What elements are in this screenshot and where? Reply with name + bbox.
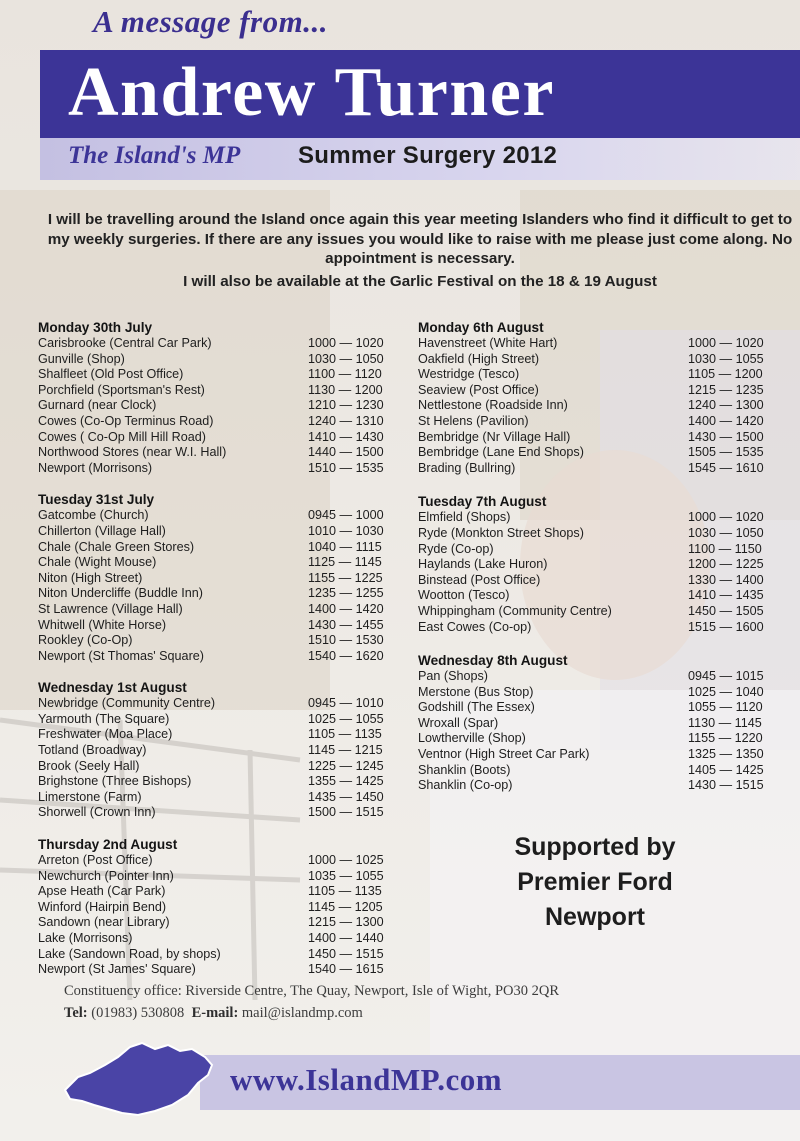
stop-location: Wootton (Tesco) (418, 588, 510, 603)
schedule-row (38, 790, 403, 806)
schedule-day (418, 493, 783, 635)
schedule-right-column (418, 319, 783, 794)
schedule-row (418, 336, 783, 352)
stop-time: 1000 — 1020 (688, 510, 764, 525)
stop-time: 1025 — 1055 (308, 711, 384, 726)
stop-time: 1510 — 1535 (308, 460, 384, 475)
schedule-row (38, 383, 403, 399)
stop-location: Newport (Morrisons) (38, 460, 153, 475)
day-heading: Tuesday 31st July (38, 492, 155, 508)
day-heading: Wednesday 8th August (418, 653, 568, 669)
stop-time: 1035 — 1055 (308, 868, 384, 883)
schedule-day (418, 319, 783, 476)
schedule-row (38, 962, 403, 978)
schedule-row (38, 931, 403, 947)
stop-time: 1040 — 1115 (308, 539, 382, 554)
stop-time: 1105 — 1135 (308, 884, 382, 899)
email-address[interactable]: mail@islandmp.com (241, 1005, 363, 1021)
day-heading: Monday 6th August (418, 320, 544, 335)
stop-location: Rookley (Co-Op) (38, 633, 133, 648)
stop-time: 1330 — 1400 (688, 572, 764, 587)
tagline: The Island's MP (68, 142, 241, 169)
schedule-row (418, 604, 783, 620)
stop-time: 1145 — 1215 (308, 743, 383, 758)
intro-paragraph: I will be travelling around the Island once again this year meeting Islanders who find it difficult to get to my weekly surgeries. If there are any issues you would like to raise with me please just come along. No appointment is necessary. (47, 211, 793, 267)
schedule-row (38, 869, 403, 885)
stop-time: 1400 — 1420 (688, 413, 764, 428)
schedule-row (38, 633, 403, 649)
schedule-row (418, 747, 783, 763)
stop-location: East Cowes (Co-op) (418, 619, 532, 634)
stop-location: Ryde (Co-op) (418, 541, 494, 556)
stop-time: 0945 — 1010 (308, 696, 384, 711)
stop-location: Winford (Hairpin Bend) (38, 899, 167, 914)
schedule-row (38, 414, 403, 430)
stop-time: 1000 — 1025 (308, 853, 384, 868)
stop-time: 1410 — 1435 (688, 588, 764, 603)
website-url[interactable]: www.IslandMP.com (230, 1062, 503, 1097)
schedule-row (38, 336, 403, 352)
stop-time: 1540 — 1620 (308, 648, 384, 663)
stop-time: 1000 — 1020 (688, 336, 764, 350)
stop-time: 1325 — 1350 (688, 747, 764, 762)
stop-location: Godshill (The Essex) (418, 700, 535, 715)
stop-location: Cowes (Co-Op Terminus Road) (38, 413, 214, 428)
stop-time: 1515 — 1600 (688, 619, 764, 634)
stop-location: Brading (Bullring) (418, 460, 516, 475)
stop-location: Ventnor (High Street Car Park) (418, 747, 590, 762)
sponsor-line-2: Premier Ford (517, 868, 673, 896)
stop-time: 1355 — 1425 (308, 774, 384, 789)
schedule-row (38, 367, 403, 383)
stop-time: 1225 — 1245 (308, 758, 384, 773)
stop-location: Lake (Morrisons) (38, 931, 133, 945)
stop-location: Newport (St James' Square) (38, 962, 196, 977)
stop-location: Newchurch (Pointer Inn) (38, 868, 174, 883)
sponsor-block (470, 830, 720, 935)
stop-time: 1450 — 1505 (688, 603, 764, 618)
stop-location: Haylands (Lake Huron) (418, 557, 548, 572)
stop-time: 1210 — 1230 (308, 398, 384, 413)
schedule-row (38, 947, 403, 963)
stop-location: Bembridge (Lane End Shops) (418, 445, 584, 460)
stop-location: Havenstreet (White Hart) (418, 336, 558, 350)
stop-location: Brighstone (Three Bishops) (38, 774, 192, 789)
schedule-row (418, 526, 783, 542)
stop-time: 1025 — 1040 (688, 684, 764, 699)
schedule-row (418, 685, 783, 701)
stop-location: Wroxall (Spar) (418, 715, 499, 730)
stop-location: Newbridge (Community Centre) (38, 696, 216, 711)
schedule-row (38, 759, 403, 775)
stop-time: 1410 — 1430 (308, 429, 384, 444)
stop-location: Yarmouth (The Square) (38, 711, 170, 726)
message-from-heading: A message from... (93, 4, 328, 39)
stop-time: 1540 — 1615 (308, 962, 384, 977)
stop-location: Chale (Chale Green Stores) (38, 539, 195, 554)
stop-time: 1130 — 1200 (308, 382, 383, 397)
day-heading: Tuesday 7th August (418, 494, 547, 510)
schedule-row (418, 573, 783, 589)
sponsor-line-1: Supported by (514, 833, 676, 861)
stop-time: 1100 — 1150 (688, 541, 762, 556)
stop-time: 1240 — 1300 (688, 398, 764, 413)
stop-location: Freshwater (Moa Place) (38, 727, 173, 742)
stop-time: 1030 — 1050 (688, 525, 764, 540)
stop-location: Lowtherville (Shop) (418, 731, 526, 746)
stop-location: Apse Heath (Car Park) (38, 884, 166, 899)
stop-time: 1440 — 1500 (308, 445, 384, 460)
stop-time: 1105 — 1200 (688, 367, 763, 382)
schedule-row (38, 445, 403, 461)
stop-location: Niton Undercliffe (Buddle Inn) (38, 586, 203, 601)
stop-location: Nettlestone (Roadside Inn) (418, 398, 568, 413)
schedule-row (38, 743, 403, 759)
schedule-row (418, 414, 783, 430)
schedule-row (418, 510, 783, 526)
stop-time: 1000 — 1020 (308, 336, 384, 350)
isle-of-wight-map-icon (60, 1035, 220, 1120)
schedule-row (418, 445, 783, 461)
schedule-row (38, 540, 403, 556)
sponsor-line-3: Newport (545, 903, 645, 931)
stop-location: Brook (Seely Hall) (38, 758, 140, 773)
schedule-row (418, 542, 783, 558)
schedule-row (418, 588, 783, 604)
stop-location: Pan (Shops) (418, 669, 489, 684)
stop-location: Gunville (Shop) (38, 351, 125, 366)
schedule-row (418, 778, 783, 794)
schedule-row (418, 430, 783, 446)
schedule-row (38, 398, 403, 414)
stop-time: 1430 — 1500 (688, 429, 764, 444)
schedule-day (38, 836, 403, 978)
stop-time: 1400 — 1420 (308, 601, 384, 616)
schedule-row (38, 712, 403, 728)
stop-location: Shanklin (Boots) (418, 762, 511, 777)
stop-location: Oakfield (High Street) (418, 351, 540, 366)
stop-time: 1505 — 1535 (688, 445, 764, 460)
stop-location: Binstead (Post Office) (418, 572, 541, 587)
stop-time: 1545 — 1610 (688, 460, 764, 475)
stop-time: 1130 — 1145 (688, 715, 762, 730)
schedule-row (38, 352, 403, 368)
stop-location: Chillerton (Village Hall) (38, 523, 166, 538)
schedule-row (38, 586, 403, 602)
schedule-row (38, 649, 403, 665)
schedule-row (38, 774, 403, 790)
stop-time: 1405 — 1425 (688, 762, 764, 777)
stop-location: Porchfield (Sportsman's Rest) (38, 382, 205, 397)
stop-time: 1030 — 1055 (688, 351, 764, 366)
stop-time: 1200 — 1225 (688, 557, 764, 572)
schedule-row (418, 398, 783, 414)
email-label: E-mail: (191, 1005, 239, 1021)
stop-time: 1155 — 1220 (688, 731, 763, 746)
tel-label: Tel: (64, 1005, 88, 1021)
stop-location: Niton (High Street) (38, 570, 143, 585)
stop-time: 1030 — 1050 (308, 351, 384, 366)
constituency-office: Constituency office: Riverside Centre, The Quay, Newport, Isle of Wight, PO30 2QR (64, 983, 560, 999)
event-title: Summer Surgery 2012 (298, 142, 558, 169)
schedule-row (418, 352, 783, 368)
schedule-row (38, 571, 403, 587)
stop-time: 1100 — 1120 (308, 367, 382, 382)
stop-time: 1125 — 1145 (308, 555, 382, 570)
stop-time: 1430 — 1455 (308, 617, 384, 632)
schedule-day (38, 491, 403, 664)
stop-location: Bembridge (Nr Village Hall) (418, 429, 571, 444)
day-heading: Thursday 2nd August (38, 837, 178, 853)
stop-time: 1500 — 1515 (308, 805, 384, 820)
schedule-row (38, 696, 403, 712)
schedule-row (418, 700, 783, 716)
stop-location: Sandown (near Library) (38, 915, 170, 930)
stop-location: Northwood Stores (near W.I. Hall) (38, 445, 227, 460)
stop-location: Limerstone (Farm) (38, 789, 142, 804)
stop-time: 1155 — 1225 (308, 570, 383, 585)
schedule-row (38, 618, 403, 634)
schedule-row (418, 461, 783, 477)
stop-location: Shalfleet (Old Post Office) (38, 367, 184, 382)
schedule-row (38, 853, 403, 869)
schedule-row (418, 716, 783, 732)
schedule-day (418, 652, 783, 794)
schedule-row (418, 669, 783, 685)
stop-time: 0945 — 1015 (688, 669, 764, 684)
schedule-row (38, 915, 403, 931)
schedule-day (38, 679, 403, 821)
stop-location: Chale (Wight Mouse) (38, 555, 157, 570)
stop-location: Whippingham (Community Centre) (418, 603, 612, 618)
schedule-row (38, 524, 403, 540)
stop-time: 1105 — 1135 (308, 727, 382, 742)
schedule-row (418, 731, 783, 747)
contact-line (64, 1005, 363, 1022)
stop-location: Lake (Sandown Road, by shops) (38, 946, 221, 961)
stop-time: 1450 — 1515 (308, 946, 384, 961)
stop-location: Newport (St Thomas' Square) (38, 648, 204, 663)
stop-location: Merstone (Bus Stop) (418, 684, 534, 699)
schedule-row (418, 383, 783, 399)
schedule-row (418, 620, 783, 636)
stop-time: 1235 — 1255 (308, 586, 384, 601)
stop-location: Gurnard (near Clock) (38, 398, 157, 413)
schedule-row (418, 367, 783, 383)
schedule-row (38, 727, 403, 743)
tel-number[interactable]: (01983) 530808 (91, 1005, 185, 1021)
day-heading: Wednesday 1st August (38, 680, 187, 696)
stop-location: St Helens (Pavilion) (418, 413, 529, 428)
schedule-row (38, 430, 403, 446)
stop-location: Gatcombe (Church) (38, 508, 149, 523)
stop-time: 1055 — 1120 (688, 700, 763, 715)
stop-time: 1400 — 1440 (308, 931, 384, 945)
mp-name: Andrew Turner (68, 54, 555, 131)
stop-location: Whitwell (White Horse) (38, 617, 167, 632)
stop-time: 1215 — 1300 (308, 915, 384, 930)
schedule-row (38, 508, 403, 524)
stop-time: 1430 — 1515 (688, 778, 764, 793)
stop-location: Arreton (Post Office) (38, 853, 153, 868)
stop-time: 1510 — 1530 (308, 633, 384, 648)
stop-time: 1145 — 1205 (308, 899, 383, 914)
stop-time: 0945 — 1000 (308, 508, 384, 523)
schedule-row (38, 884, 403, 900)
schedule-row (38, 805, 403, 821)
stop-location: Totland (Broadway) (38, 743, 147, 758)
stop-time: 1435 — 1450 (308, 789, 384, 804)
schedule-day (38, 319, 403, 476)
stop-location: Shanklin (Co-op) (418, 778, 513, 793)
stop-location: Elmfield (Shops) (418, 510, 511, 525)
schedule-row (418, 763, 783, 779)
schedule-left-column (38, 319, 403, 978)
stop-location: Carisbrooke (Central Car Park) (38, 336, 212, 350)
day-heading: Monday 30th July (38, 320, 153, 335)
stop-time: 1010 — 1030 (308, 523, 384, 538)
schedule-row (38, 602, 403, 618)
stop-time: 1215 — 1235 (688, 382, 764, 397)
stop-location: Cowes ( Co-Op Mill Hill Road) (38, 429, 206, 444)
stop-location: Westridge (Tesco) (418, 367, 520, 382)
garlic-festival-note: I will also be available at the Garlic Festival on the 18 & 19 August (183, 273, 657, 290)
schedule-row (38, 555, 403, 571)
stop-time: 1240 — 1310 (308, 413, 384, 428)
stop-location: Seaview (Post Office) (418, 382, 539, 397)
schedule-row (418, 557, 783, 573)
stop-location: St Lawrence (Village Hall) (38, 601, 183, 616)
stop-location: Ryde (Monkton Street Shops) (418, 525, 584, 540)
schedule-row (38, 461, 403, 477)
schedule-row (38, 900, 403, 916)
stop-location: Shorwell (Crown Inn) (38, 805, 156, 820)
